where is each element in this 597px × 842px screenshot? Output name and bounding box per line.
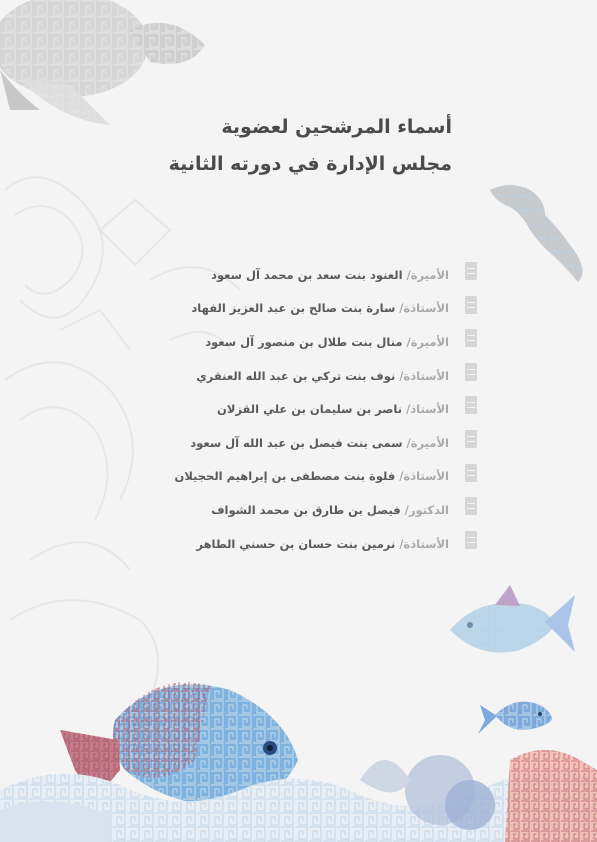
list-marker-icon xyxy=(465,497,477,515)
candidate-name: منال بنت طلال بن منصور آل سعود xyxy=(205,334,403,349)
candidate-title: الدكتور/ xyxy=(404,502,449,517)
candidate-title: الأميرة/ xyxy=(406,435,449,450)
candidate-name: فلوة بنت مصطفى بن إبراهيم الحجيلان xyxy=(174,469,396,484)
candidate-row xyxy=(119,460,449,494)
candidate-title: الأستاذ/ xyxy=(406,402,449,417)
candidate-title: الأستاذة/ xyxy=(399,368,449,383)
candidate-row xyxy=(119,493,449,527)
candidate-row xyxy=(119,258,449,292)
list-marker-icon xyxy=(465,329,477,347)
sea-turtle-illustration xyxy=(0,0,205,125)
list-marker-icon xyxy=(465,296,477,314)
candidate-name: سمى بنت فيصل بن عبد الله آل سعود xyxy=(190,435,403,450)
small-fish-illustration xyxy=(478,702,552,734)
list-marker-icon xyxy=(465,531,477,549)
candidate-name: العنود بنت سعد بن محمد آل سعود xyxy=(211,267,403,282)
candidate-row xyxy=(119,527,449,561)
candidate-title: الأستاذة/ xyxy=(399,301,449,316)
candidate-name: نوف بنت تركي بن عبد الله العنقري xyxy=(196,368,396,383)
candidate-row xyxy=(119,426,449,460)
list-marker-icon xyxy=(465,430,477,448)
candidate-row xyxy=(119,392,449,426)
candidate-name: ناصر بن سليمان بن علي القزلان xyxy=(217,402,403,417)
list-marker-icon xyxy=(465,262,477,280)
candidate-row xyxy=(119,325,449,359)
blue-fish-illustration xyxy=(450,585,575,653)
list-marker-icon xyxy=(465,363,477,381)
candidate-title: الأميرة/ xyxy=(406,334,449,349)
candidate-name: فيصل بن طارق بن محمد الشواف xyxy=(211,502,401,517)
candidates-list xyxy=(119,258,449,560)
candidate-row xyxy=(119,292,449,326)
candidate-title: الأستاذة/ xyxy=(399,469,449,484)
title-line-2: مجلس الإدارة في دورته الثانية xyxy=(168,153,452,175)
candidate-title: الأستاذة/ xyxy=(399,536,449,551)
candidate-title: الأميرة/ xyxy=(406,267,449,282)
list-marker-icon xyxy=(465,396,477,414)
seahorse-illustration xyxy=(490,185,583,282)
title-line-1: أسماء المرشحين لعضوية xyxy=(221,116,452,138)
candidate-name: نرمين بنت حسان بن حسني الطاهر xyxy=(196,536,396,551)
candidate-row xyxy=(119,359,449,393)
list-marker-icon xyxy=(465,464,477,482)
candidate-name: سارة بنت صالح بن عبد العزيز الفهاد xyxy=(191,301,396,316)
